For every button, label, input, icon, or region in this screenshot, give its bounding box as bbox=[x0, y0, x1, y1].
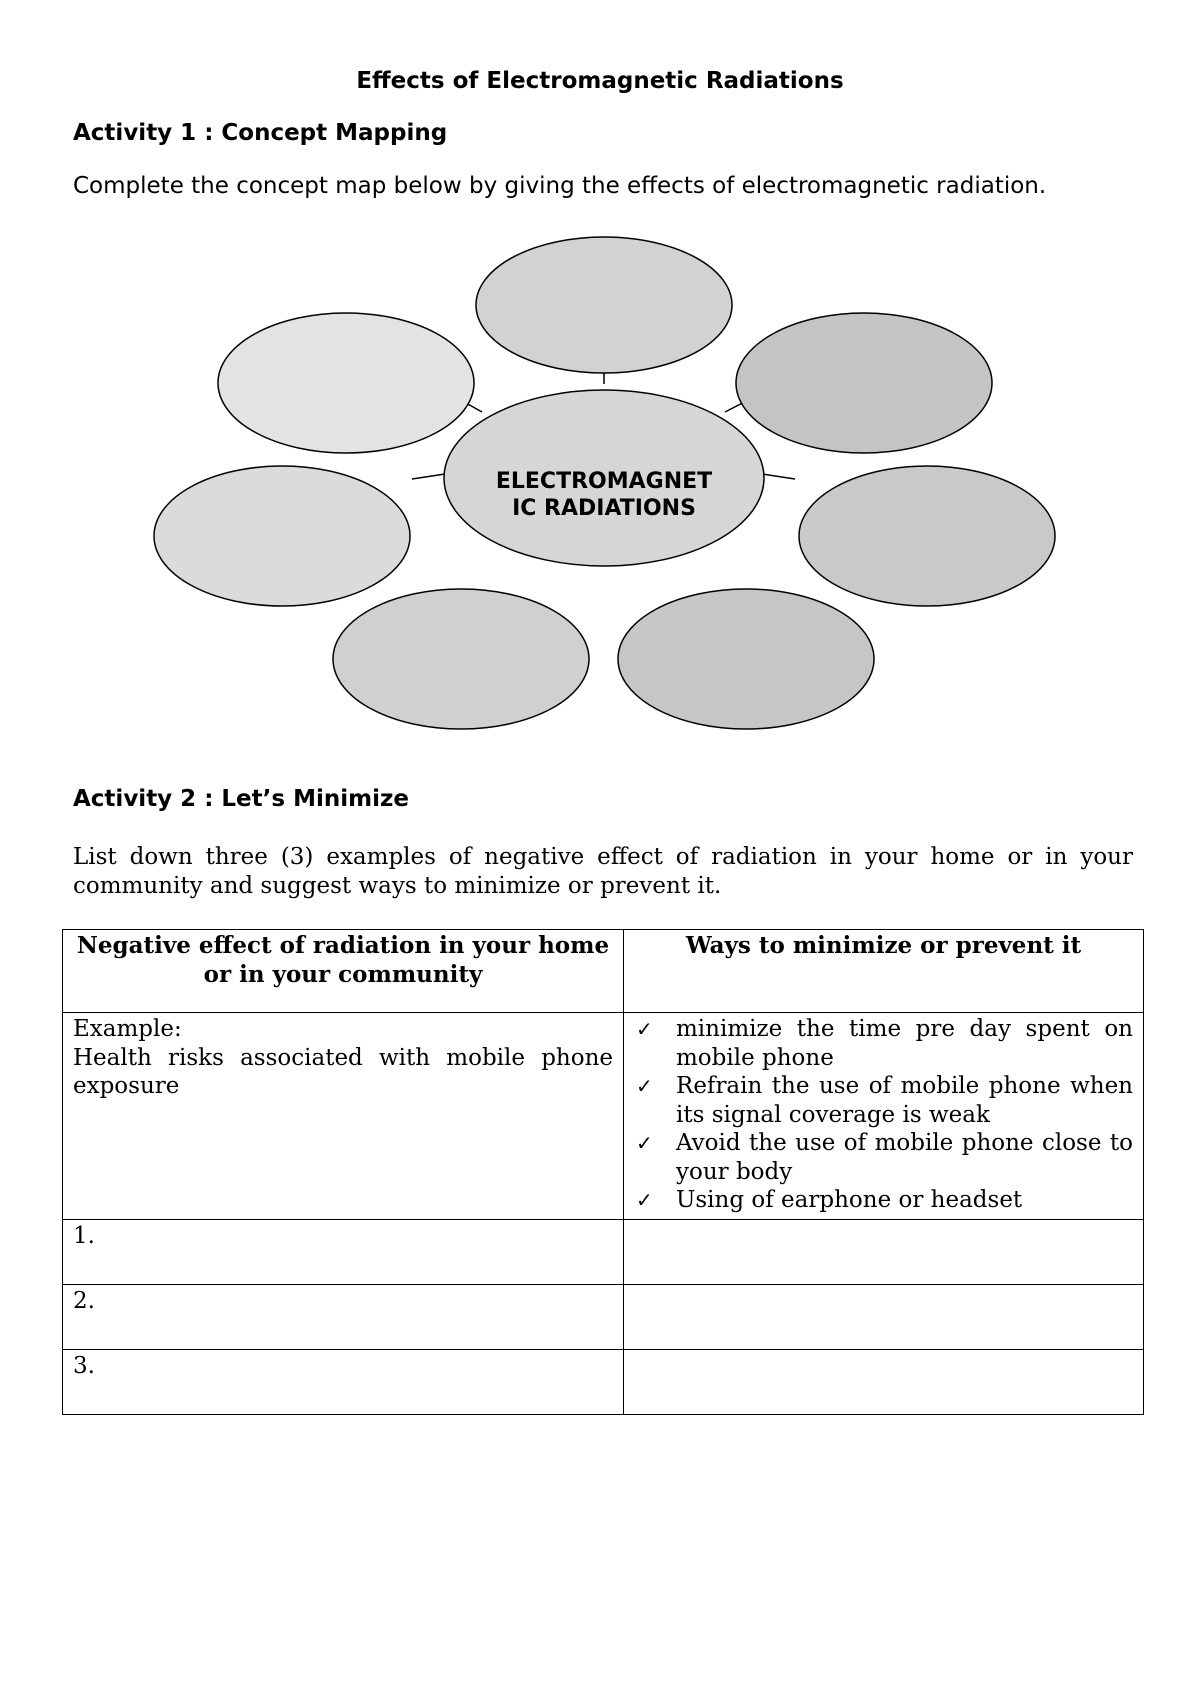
check-icon: ✓ bbox=[636, 1017, 653, 1041]
table-row bbox=[63, 1219, 1144, 1284]
effect-bubble-upper-left[interactable] bbox=[218, 313, 474, 453]
way-text: Avoid the use of mobile phone close to your body bbox=[676, 1130, 1133, 1185]
check-icon: ✓ bbox=[636, 1188, 653, 1212]
effects-table bbox=[62, 929, 1144, 1415]
example-row bbox=[63, 1013, 1144, 1220]
activity1-instruction: Complete the concept map below by giving the effects of electromagnetic radiation. bbox=[73, 173, 1047, 199]
activity2-heading: Activity 2 : Let’s Minimize bbox=[73, 786, 409, 812]
table-header-row bbox=[63, 930, 1144, 1013]
answer-ways-cell-3[interactable] bbox=[624, 1349, 1144, 1414]
example-cell bbox=[63, 1013, 624, 1220]
connector-line bbox=[762, 474, 795, 479]
page-title: Effects of Electromagnetic Radiations bbox=[356, 68, 844, 94]
effect-bubble-left[interactable] bbox=[154, 466, 410, 606]
effect-bubble-top[interactable] bbox=[476, 237, 732, 373]
way-text: Using of earphone or headset bbox=[676, 1187, 1023, 1213]
table-row bbox=[63, 1284, 1144, 1349]
way-text: Refrain the use of mobile phone when its signal coverage is weak bbox=[676, 1073, 1133, 1128]
check-icon: ✓ bbox=[636, 1131, 653, 1155]
answer-effect-cell-3[interactable]: 3. bbox=[63, 1349, 624, 1414]
answer-ways-cell-1[interactable] bbox=[624, 1219, 1144, 1284]
list-item bbox=[634, 1072, 1133, 1129]
activity1-heading: Activity 1 : Concept Mapping bbox=[73, 120, 448, 146]
effect-bubble-lower-right[interactable] bbox=[618, 589, 874, 729]
center-label-line1: ELECTROMAGNET bbox=[495, 469, 713, 494]
answer-effect-cell-2[interactable]: 2. bbox=[63, 1284, 624, 1349]
check-icon: ✓ bbox=[636, 1074, 653, 1098]
example-label: Example: bbox=[73, 1016, 182, 1042]
concept-map bbox=[140, 232, 1060, 742]
header-negative-effect: Negative effect of radiation in your home or in your community bbox=[63, 930, 624, 1013]
ways-cell bbox=[624, 1013, 1144, 1220]
answer-ways-cell-2[interactable] bbox=[624, 1284, 1144, 1349]
example-text: Health risks associated with mobile phone exposure bbox=[73, 1044, 613, 1099]
effect-bubble-upper-right[interactable] bbox=[736, 313, 992, 453]
center-label-line2: IC RADIATIONS bbox=[512, 496, 696, 521]
answer-effect-cell-1[interactable]: 1. bbox=[63, 1219, 624, 1284]
effect-bubble-lower-left[interactable] bbox=[333, 589, 589, 729]
list-item bbox=[634, 1015, 1133, 1072]
way-text: minimize the time pre day spent on mobile phone bbox=[676, 1016, 1133, 1071]
header-ways-to-minimize: Ways to minimize or prevent it bbox=[624, 930, 1144, 1013]
list-item bbox=[634, 1186, 1133, 1215]
connector-line bbox=[412, 474, 445, 479]
ways-list bbox=[634, 1015, 1133, 1215]
effect-bubble-right[interactable] bbox=[799, 466, 1055, 606]
activity2-instruction: List down three (3) examples of negative effect of radiation in your home or in your community and suggest ways to minimize or prevent it. bbox=[73, 844, 1133, 899]
list-item bbox=[634, 1129, 1133, 1186]
table-row bbox=[63, 1349, 1144, 1414]
